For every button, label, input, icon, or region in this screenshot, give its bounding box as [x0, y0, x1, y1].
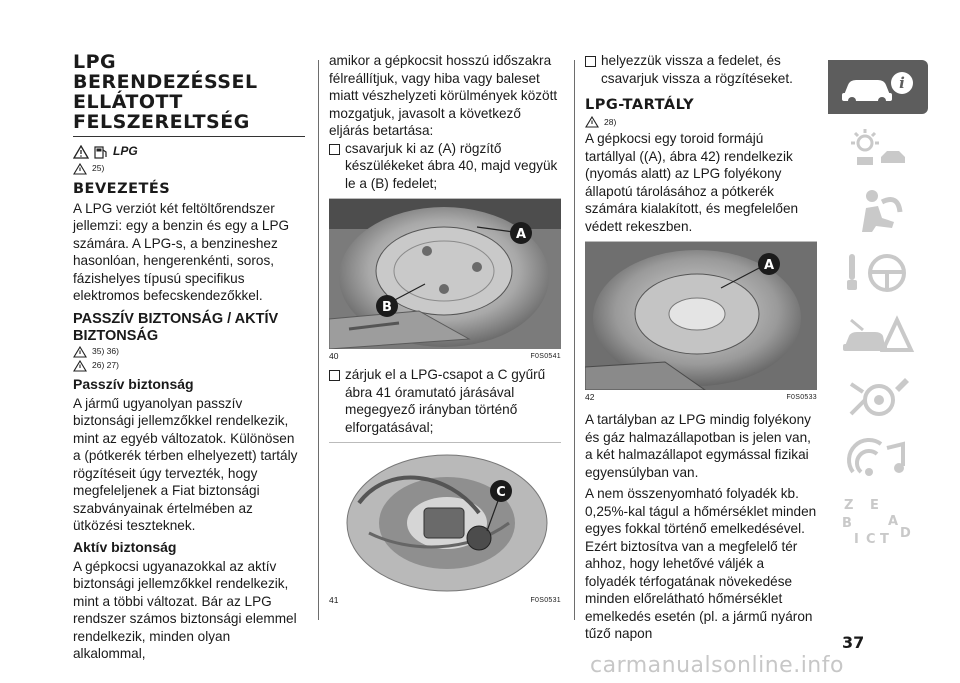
warning-triangle-icon: [73, 145, 89, 159]
lpg-symbol: [73, 143, 305, 161]
figure-code: F0S0533: [786, 394, 817, 401]
figure-40: [329, 198, 561, 362]
figure-number: 42: [585, 392, 595, 402]
tab-multimedia[interactable]: [828, 432, 928, 486]
tank-paragraph-1: A gépkocsi egy toroid formájú tartállyal ((A), ábra 42) rendelkezik (nyomás alatt) az LPG folyékony állapotú tárolásához a pótkerék számára kialakított, és megfelelően védett rekeszben.: [585, 131, 799, 234]
figure-42: [585, 241, 817, 403]
tab-starting-driving[interactable]: [828, 246, 928, 300]
procedure-step: csavarjuk ki az (A) rögzítő készülékeket ábra 40, majd vegyük le a (B) fedelet;: [329, 140, 561, 193]
watermark: carmanualsonline.info: [590, 653, 844, 678]
lpg-label: LPG: [113, 144, 138, 158]
checkbox-bullet-icon: [585, 56, 596, 67]
figure-42-image: [585, 242, 817, 390]
subsection-title-active: Aktív biztonság: [73, 538, 177, 555]
svg-text:T: T: [880, 532, 889, 545]
callout-a: A: [515, 227, 527, 242]
figure-code: F0S0531: [530, 597, 561, 604]
tab-index[interactable]: [828, 494, 928, 548]
warning-triangle-car-icon: [841, 312, 915, 358]
tab-car-info[interactable]: [828, 60, 928, 114]
main-title: LPG BERENDEZÉSSEL ELLÁTOTT FELSZERELTSÉG: [73, 51, 258, 133]
figure-caption: [329, 595, 561, 606]
figure-41: [329, 442, 561, 606]
svg-text:D: D: [900, 526, 911, 541]
svg-text:E: E: [870, 498, 879, 513]
figure-caption: [585, 392, 817, 403]
service-tools-icon: [843, 374, 913, 420]
figure-number: 40: [329, 351, 339, 361]
middle-column: [329, 52, 561, 610]
figure-code: F0S0541: [530, 353, 561, 360]
dashboard-lights-icon: [843, 127, 913, 171]
procedure-step: zárjuk el a LPG-csapot a C gyűrű ábra 41 óramutató járásával megegyező irányban történő elforgatásával;: [329, 366, 561, 436]
airbag-safety-icon: [848, 188, 908, 234]
warning-note: 35) 36): [73, 346, 305, 358]
svg-text:A: A: [888, 514, 899, 529]
tank-paragraph-2: A tartályban az LPG mindig folyékony és gáz halmazállapotban is jelen van, a két halmazállapot egymással fizikai egyensúlyban van.: [585, 412, 811, 480]
tab-safety[interactable]: [828, 184, 928, 238]
figure-caption: [329, 351, 561, 362]
column-divider: [574, 60, 575, 620]
callout-c: C: [496, 485, 506, 500]
intro-paragraph: A LPG verziót két feltöltőrendszer jellemzi: egy a benzin és egy a LPG számára. A LPG-s, a benzineshez hasonlóan, hengerenkénti, soros, fázishelyes típusú specifikus elektromos befecskendezőkkel.: [73, 200, 290, 303]
warning-triangle-icon: [73, 163, 87, 175]
alphabetical-index-icon: [838, 497, 918, 545]
page-number: 37: [842, 633, 865, 652]
figure-41-image: [329, 443, 561, 593]
title-rule: [73, 136, 305, 137]
tab-dashboard[interactable]: [828, 122, 928, 176]
warning-note: 25): [73, 163, 305, 175]
checkbox-bullet-icon: [329, 370, 340, 381]
svg-text:B: B: [842, 516, 852, 531]
svg-text:Z: Z: [844, 498, 854, 513]
steering-wheel-key-icon: [843, 250, 913, 296]
multimedia-icon: [843, 436, 913, 482]
active-paragraph: A gépkocsi ugyanazokkal az aktív biztonsági jellemzőkkel rendelkezik, mint a többi változat. Bár az LPG rendszer számos biztonsági elemmel rendelkezik, minden olyan alkalommal,: [73, 558, 297, 661]
car-info-icon: [838, 67, 918, 107]
section-title-intro: BEVEZETÉS: [73, 180, 171, 197]
svg-text:i: i: [899, 74, 905, 92]
tab-maintenance[interactable]: [828, 370, 928, 424]
procedure-intro: amikor a gépkocsit hosszú időszakra félreállítjuk, vagy hiba vagy baleset miatt vészhelyzeti körülmények között mozgatjuk, javasolt a következő eljárás betartása:: [329, 53, 558, 138]
right-column: [585, 52, 817, 643]
svg-text:I: I: [854, 532, 859, 545]
figure-40-image: [329, 199, 561, 349]
checkbox-bullet-icon: [329, 144, 340, 155]
procedure-step: helyezzük vissza a fedelet, és csavarjuk vissza a rögzítéseket.: [585, 52, 817, 87]
warning-triangle-icon: [73, 346, 87, 358]
warning-note: 26) 27): [73, 360, 305, 372]
chapter-sidebar: [828, 60, 956, 556]
tank-paragraph-3: A nem összenyomható folyadék kb. 0,25%-kal tágul a hőmérséklet minden egyes fokkal történő emelkedésével. Ezért biztosítva van a megfelelő tér ahhoz, hogy lehetővé váljék a folyadék térfogatának növekedése minden előrelátható hőmérséklet emelkedés esetén (pl. a jármű nyáron tűző napon: [585, 486, 817, 641]
warning-triangle-icon: [585, 116, 599, 128]
subsection-title-passive: Passzív biztonság: [73, 375, 194, 392]
section-title-tank: LPG-TARTÁLY: [585, 97, 695, 113]
tab-emergency[interactable]: [828, 308, 928, 362]
passive-paragraph: A jármű ugyanolyan passzív biztonsági jellemzőkkel rendelkezik, mint az egyéb változatok. Különösen a (pótkerék térben elhelyezett) tartály rögzítéseit úgy tervezték, hogy megfeleljenek a Fiat biztonsági szabványainak értelmében az ütközési teszteknek.: [73, 395, 298, 533]
warning-note: 28): [585, 116, 817, 128]
svg-text:C: C: [866, 532, 876, 545]
column-divider: [318, 60, 319, 620]
warning-triangle-icon: [73, 360, 87, 372]
left-column: [73, 52, 305, 663]
figure-number: 41: [329, 595, 339, 605]
section-title-safety: PASSZÍV BIZTONSÁG / AKTÍV BIZTONSÁG: [73, 310, 279, 344]
callout-b: B: [382, 300, 392, 315]
callout-a: A: [763, 258, 775, 273]
lpg-fuel-icon: [93, 145, 109, 159]
